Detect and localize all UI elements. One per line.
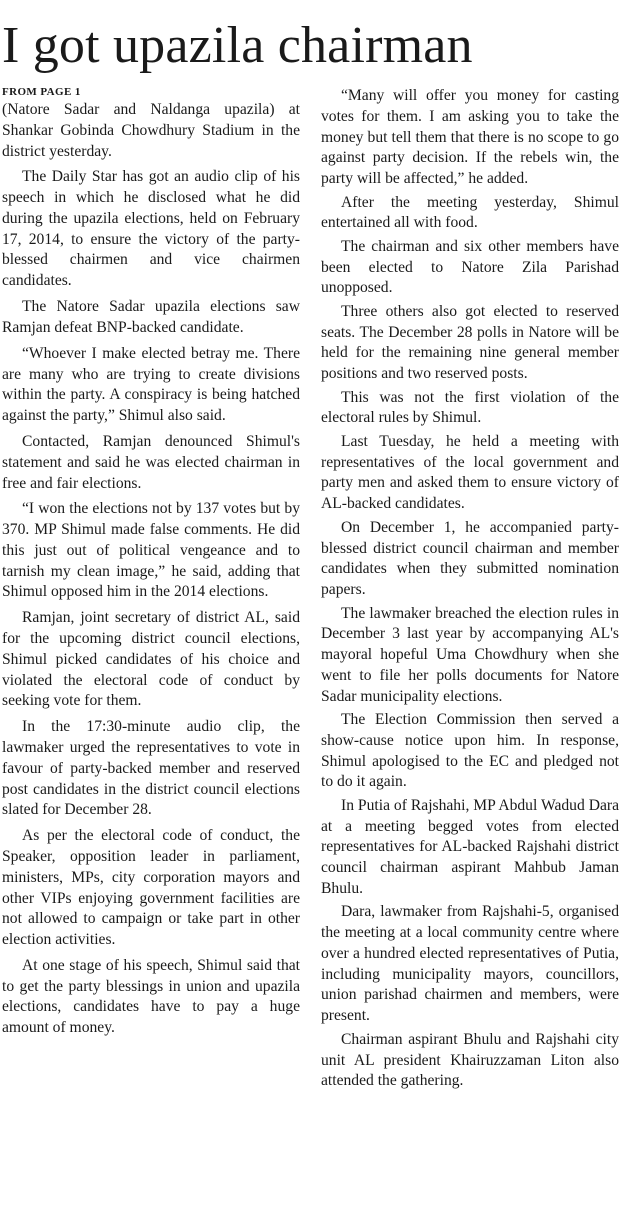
paragraph: In the 17:30-minute audio clip, the lawmaker urged the representatives to vote in favour of party-backed member and reserved post candidates in the district council elections slated for December 28. — [2, 718, 300, 819]
paragraph: As per the electoral code of conduct, the Speaker, opposition leader in parliament, ministers, MPs, city corporation mayors and other VIPs enjoying government facilities are not allowed to campaign or take part in other election activities. — [2, 827, 300, 948]
paragraph: Dara, lawmaker from Rajshahi-5, organised the meeting at a local community centre where over a hundred elected representatives of Putia, including municipality mayors, councillors, union parishad chairmen and members, were present. — [321, 903, 619, 1025]
paragraph: The chairman and six other members have been elected to Natore Zila Parishad unopposed. — [321, 237, 619, 297]
paragraph: The Daily Star has got an audio clip of his speech in which he disclosed what he did during the upazila elections, held on February 17, 2014, to ensure the victory of the party-blessed chairmen and vice chairmen candidates. — [2, 168, 300, 290]
paragraph: Contacted, Ramjan denounced Shimul's statement and said he was elected chairman in free and fair elections. — [2, 433, 300, 492]
paragraph: On December 1, he accompanied party-blessed district council chairman and member candidates when they submitted nomination papers. — [321, 518, 619, 599]
paragraph: After the meeting yesterday, Shimul entertained all with food. — [321, 193, 619, 232]
paragraph: “Many will offer you money for casting votes for them. I am asking you to take the money but tell them that there is no scope to go against party decision. If the rebels win, the party will be affected,” he added. — [321, 87, 619, 187]
paragraph: The Election Commission then served a show-cause notice upon him. In response, Shimul apologised to the EC and pledged not to do it again. — [321, 711, 619, 791]
paragraph: Ramjan, joint secretary of district AL, said for the upcoming district council elections, Shimul picked candidates of his choice and violated the electoral code of conduct by seeking vote for them. — [2, 609, 300, 710]
paragraph: The lawmaker breached the election rules in December 3 last year by accompanying AL's mayoral hopeful Uma Chowdhury when she went to file her polls documents for Natore Sadar municipality elections. — [321, 604, 619, 705]
paragraph: At one stage of his speech, Shimul said that to get the party blessings in union and upazila elections, candidates have to pay a huge amount of money. — [2, 956, 300, 1037]
paragraph: “Whoever I make elected betray me. There are many who are trying to create divisions within the party. A conspiracy is being hatched against the party,” Shimul also said. — [2, 344, 300, 425]
paragraph: The Natore Sadar upazila elections saw Ramjan defeat BNP-backed candidate. — [2, 298, 300, 336]
paragraph: This was not the first violation of the electoral rules by Shimul. — [321, 388, 619, 427]
article-column-right — [321, 86, 619, 1095]
paragraph: “I won the elections not by 137 votes but by 370. MP Shimul made false comments. He did this just out of political vengeance and to tarnish my clean image,” he said, adding that Shimul opposed him in the 2014 elections. — [2, 500, 300, 601]
continuation-kicker: FROM PAGE 1 — [2, 86, 81, 98]
paragraph: (Natore Sadar and Naldanga upazila) at Shankar Gobinda Chowdhury Stadium in the district yesterday. — [2, 101, 300, 160]
article-column-left — [2, 86, 300, 1044]
paragraph: Last Tuesday, he held a meeting with representatives of the local government and party men and asked them to ensure victory of AL-backed candidates. — [321, 432, 619, 513]
paragraph: Chairman aspirant Bhulu and Rajshahi city unit AL president Khairuzzaman Liton also attended the gathering. — [321, 1030, 619, 1090]
headline: I got upazila chairman — [2, 17, 473, 74]
paragraph: In Putia of Rajshahi, MP Abdul Wadud Dara at a meeting begged votes from elected representatives for AL-backed Rajshahi district council chairman aspirant Mahbub Jaman Bhulu. — [321, 796, 619, 897]
paragraph: Three others also got elected to reserved seats. The December 28 polls in Natore will be held for the remaining nine general member positions and two reserved posts. — [321, 302, 619, 383]
